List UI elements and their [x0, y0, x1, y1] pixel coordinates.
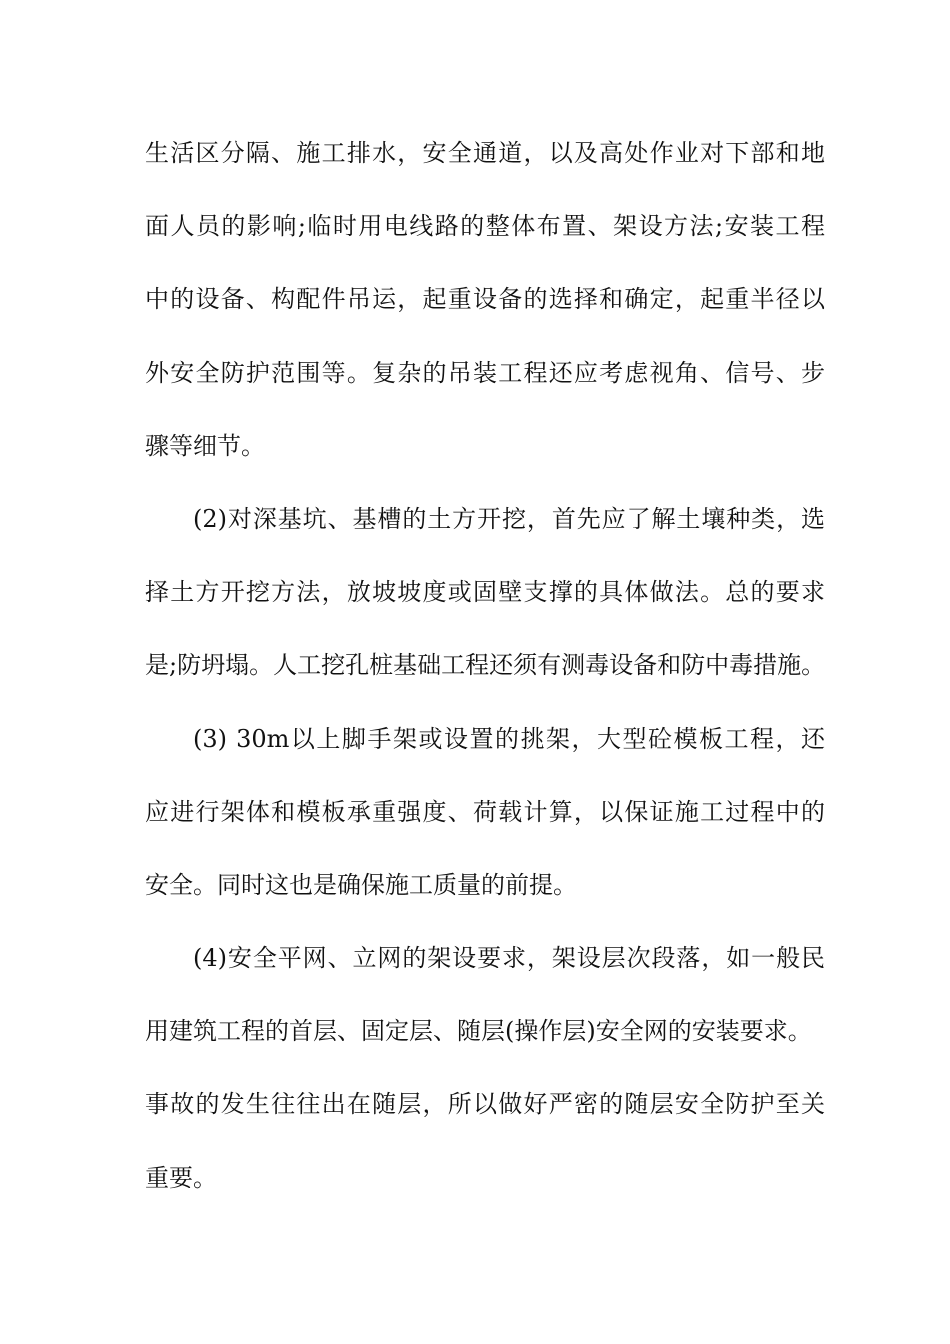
- paragraph-start-line: (4)安全平网、立网的架设要求，架设层次段落，如一般民: [193, 944, 825, 973]
- text-line: 中的设备、构配件吊运，起重设备的选择和确定，起重半径以: [145, 285, 825, 314]
- text-line: 面人员的影响;临时用电线路的整体布置、架设方法;安装工程: [145, 212, 825, 241]
- paragraph-start-line: (3) 30m以上脚手架或设置的挑架，大型砼模板工程，还: [193, 724, 825, 753]
- paragraph-start-line: (2)对深基坑、基槽的土方开挖，首先应了解土壤种类，选: [193, 504, 825, 533]
- text-line: 事故的发生往往出在随层，所以做好严密的随层安全防护至关: [145, 1090, 825, 1119]
- text-line: 用建筑工程的首层、固定层、随层(操作层)安全网的安装要求。: [145, 1017, 812, 1046]
- text-line: 生活区分隔、施工排水，安全通道，以及高处作业对下部和地: [145, 139, 825, 167]
- text-line: 重要。: [145, 1163, 217, 1192]
- text-line: 是;防坍塌。人工挖孔桩基础工程还须有测毒设备和防中毒措施。: [145, 651, 826, 680]
- text-line: 安全。同时这也是确保施工质量的前提。: [145, 870, 577, 899]
- text-line: 骤等细节。: [145, 431, 265, 460]
- text-line: 应进行架体和模板承重强度、荷载计算，以保证施工过程中的: [145, 797, 825, 826]
- text-line: 外安全防护范围等。复杂的吊装工程还应考虑视角、信号、步: [145, 358, 825, 387]
- text-line: 择土方开挖方法，放坡坡度或固壁支撑的具体做法。总的要求: [145, 578, 825, 607]
- body-text: [145, 125, 825, 1223]
